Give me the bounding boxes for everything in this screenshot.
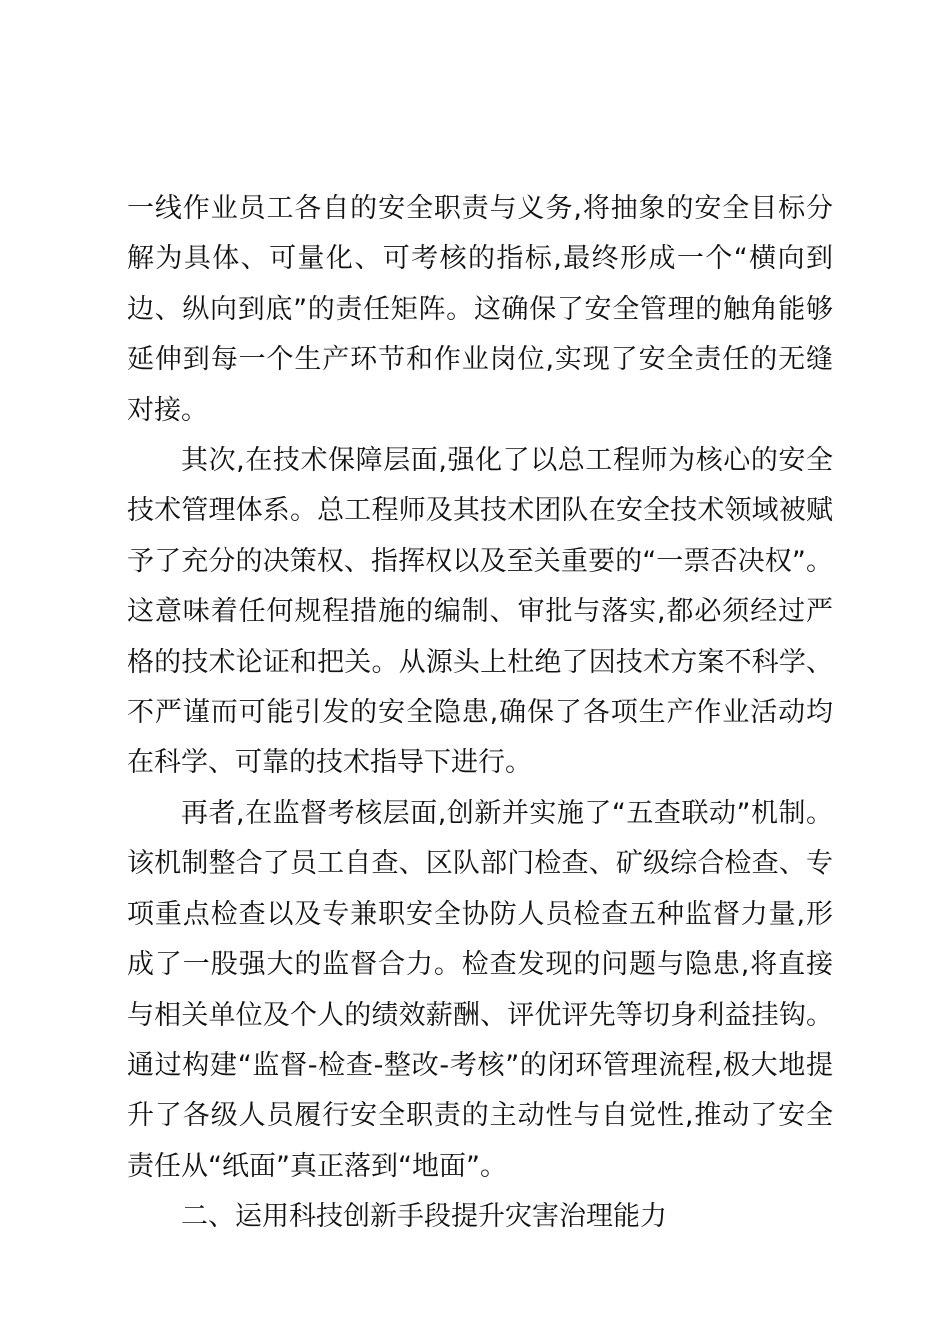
paragraph-continuation: 一线作业员工各自的安全职责与义务,将抽象的安全目标分解为具体、可量化、可考核的指标,最终形成一个“横向到边、纵向到底”的责任矩阵。这确保了安全管理的触角能够延伸到每一个生产环节和作业岗位,实现了安全责任的无缝对接。	[127, 193, 833, 426]
paragraph-supervision-assessment: 再者,在监督考核层面,创新并实施了“五查联动”机制。该机制整合了员工自查、区队部门检查、矿级综合检查、专项重点检查以及专兼职安全协防人员检查五种监督力量,形成了一股强大的监督合力。检查发现的问题与隐患,将直接与相关单位及个人的绩效薪酬、评优评先等切身利益挂钩。通过构建“监督-检查-整改-考核”的闭环管理流程,极大地提升了各级人员履行安全职责的主动性与自觉性,推动了安全责任从“纸面”真正落到“地面”。	[127, 797, 833, 1182]
section-heading: 二、运用科技创新手段提升灾害治理能力	[181, 1201, 667, 1233]
body-text	[127, 184, 833, 1243]
paragraph-technical-assurance: 其次,在技术保障层面,强化了以总工程师为核心的安全技术管理体系。总工程师及其技术团队在安全技术领域被赋予了充分的决策权、指挥权以及至关重要的“一票否决权”。这意味着任何规程措施的编制、审批与落实,都必须经过严格的技术论证和把关。从源头上杜绝了因技术方案不科学、不严谨而可能引发的安全隐患,确保了各项生产作业活动均在科学、可靠的技术指导下进行。	[127, 445, 833, 779]
